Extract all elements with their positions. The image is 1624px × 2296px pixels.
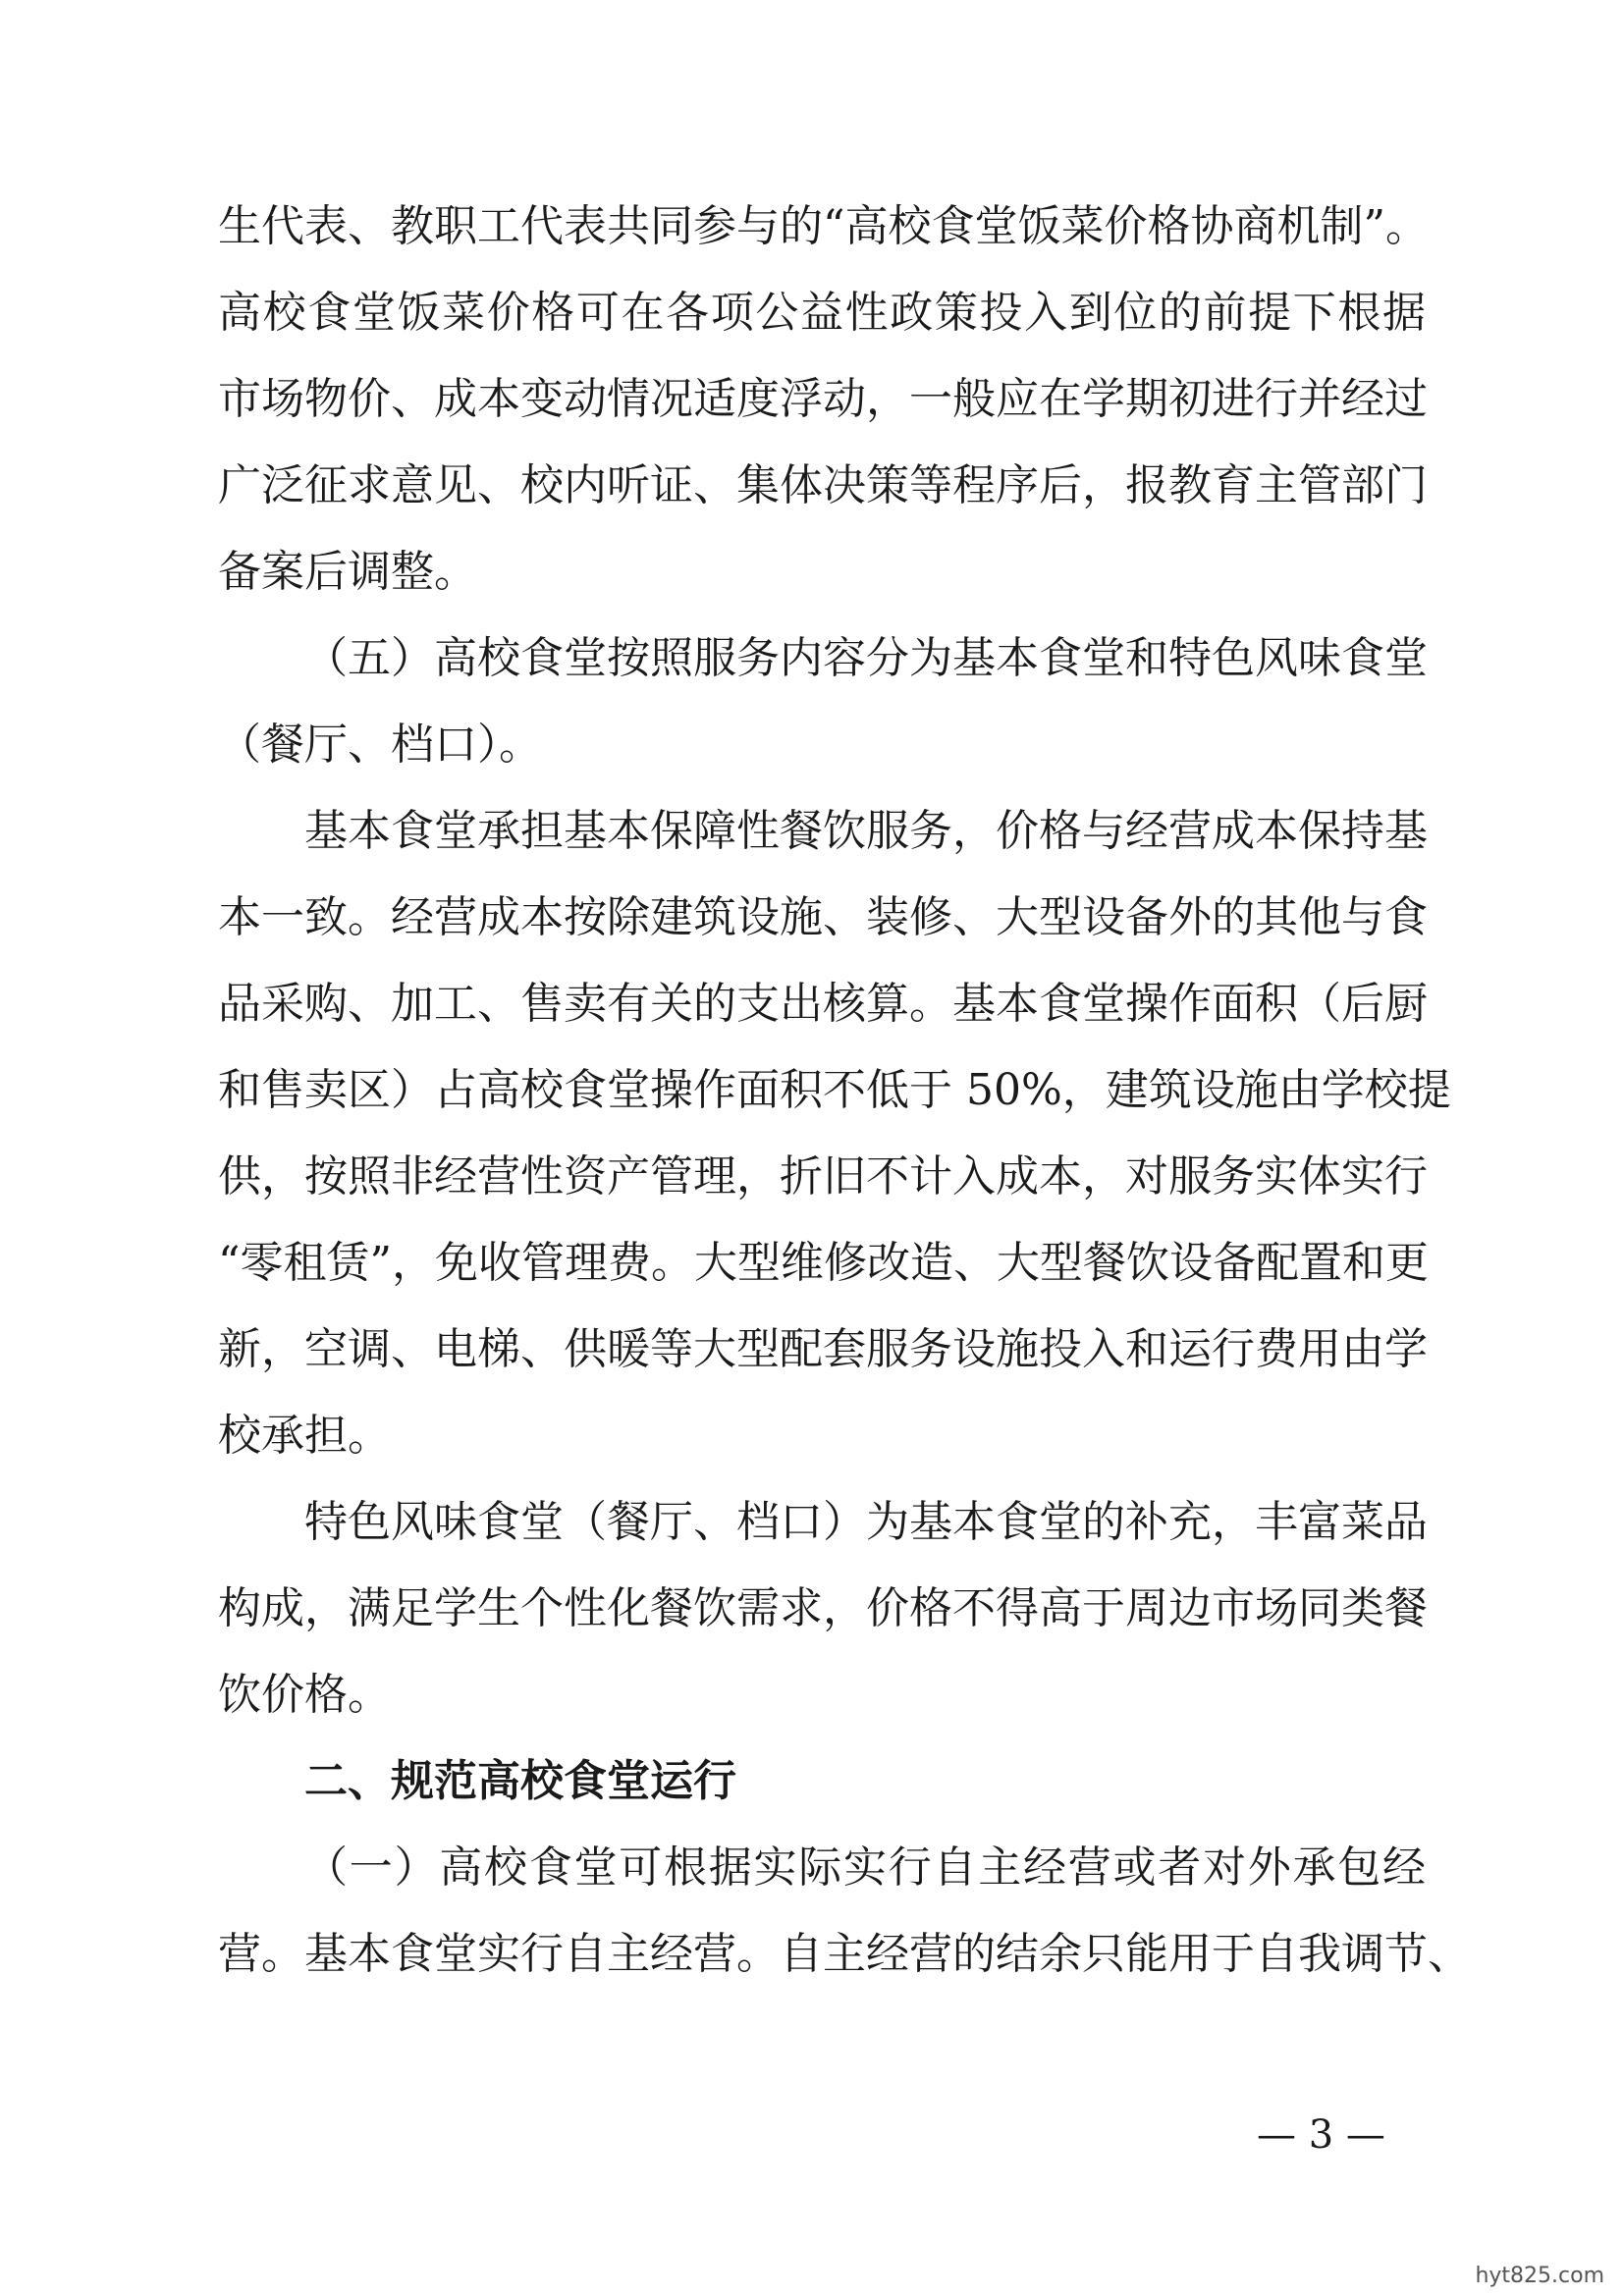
watermark: hyt825.com	[1475, 2264, 1604, 2288]
text-line-15: 校承担。	[218, 1411, 391, 1461]
text-line-9: 本一致。经营成本按除建筑设施、装修、大型设备外的其他与食	[218, 892, 1428, 942]
page-number: — 3 —	[1257, 2112, 1385, 2158]
text-line-6: （五）高校食堂按照服务内容分为基本食堂和特色风味食堂	[304, 633, 1428, 683]
text-line-20: （一）高校食堂可根据实际实行自主经营或者对外承包经	[304, 1842, 1426, 1893]
text-line-3: 市场物价、成本变动情况适度浮动，一般应在学期初进行并经过	[218, 374, 1428, 424]
text-line-7: （餐厅、档口）。	[218, 720, 542, 770]
text-line-8: 基本食堂承担基本保障性餐饮服务，价格与经营成本保持基	[304, 806, 1428, 856]
text-line-16: 特色风味食堂（餐厅、档口）为基本食堂的补充，丰富菜品	[304, 1497, 1428, 1547]
text-line-10: 品采购、加工、售卖有关的支出核算。基本食堂操作面积（后厨	[218, 979, 1428, 1029]
text-line-2: 高校食堂饭菜价格可在各项公益性政策投入到位的前提下根据	[218, 288, 1426, 338]
text-line-1: 生代表、教职工代表共同参与的“高校食堂饭菜价格协商机制”。	[218, 201, 1429, 251]
section-heading: 二、规范高校食堂运行	[304, 1756, 736, 1806]
text-line-14: 新，空调、电梯、供暖等大型配套服务设施投入和运行费用由学	[218, 1324, 1428, 1374]
text-line-4: 广泛征求意见、校内听证、集体决策等程序后，报教育主管部门	[218, 460, 1428, 510]
text-line-11: 和售卖区）占高校食堂操作面积不低于 50%，建筑设施由学校提	[218, 1065, 1451, 1115]
text-line-13: “零租赁”，免收管理费。大型维修改造、大型餐饮设备配置和更	[218, 1238, 1429, 1288]
text-line-5: 备案后调整。	[218, 547, 477, 597]
text-line-17: 构成，满足学生个性化餐饮需求，价格不得高于周边市场同类餐	[218, 1583, 1428, 1633]
text-line-12: 供，按照非经营性资产管理，折旧不计入成本，对服务实体实行	[218, 1151, 1428, 1201]
text-line-21: 营。基本食堂实行自主经营。自主经营的结余只能用于自我调节、	[218, 1929, 1471, 1979]
text-line-18: 饮价格。	[218, 1670, 391, 1720]
